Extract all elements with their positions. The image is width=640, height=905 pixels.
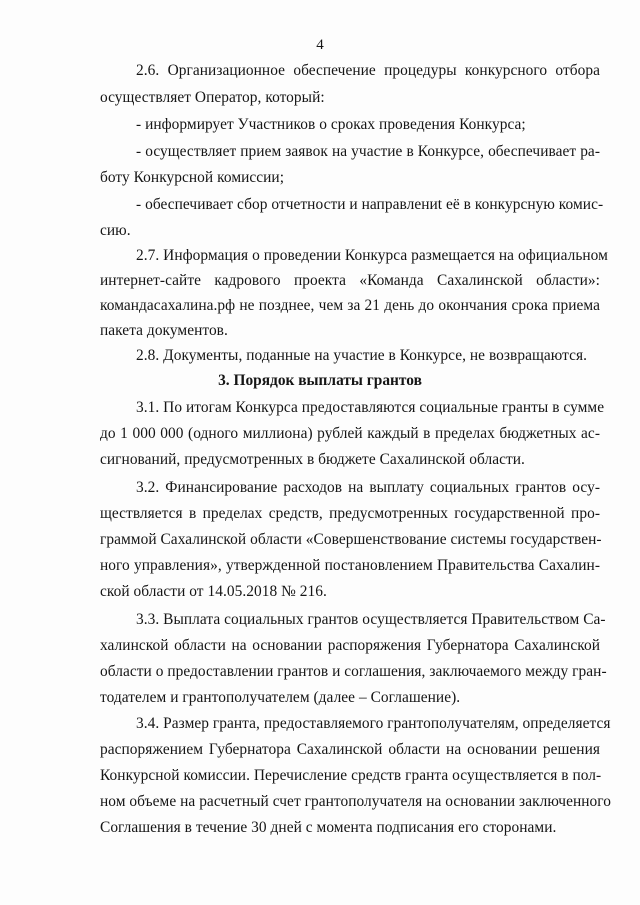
paragraph-3-1-line-1: 3.1. По итогам Конкурса предоставляются социальные гранты в сумме: [136, 399, 605, 416]
paragraph-3-2-line-4: ного управления», утвержденной постановлением Правительства Сахалин-: [100, 557, 600, 574]
list-item-inform: - информирует Участников о сроках проведения Конкурса;: [136, 116, 526, 133]
paragraph-3-4-line-1: 3.4. Размер гранта, предоставляемого грантополучателям, определяется: [136, 715, 611, 732]
paragraph-3-2-line-5: ской области от 14.05.2018 № 216.: [100, 583, 327, 600]
paragraph-3-1-line-3: сигнований, предусмотренных в бюджете Сахалинской области.: [100, 451, 525, 468]
paragraph-2-7-line-2: интернет-сайте кадрового проекта «Команда Сахалинской области»:: [100, 272, 600, 289]
section-3-heading: 3. Порядок выплаты грантов: [218, 372, 422, 389]
paragraph-2-8: 2.8. Документы, поданные на участие в Конкурсе, не возвращаются.: [136, 347, 587, 364]
list-item-collect-line-1: - обеспечивает сбор отчетности и направлениt её в конкурсную комис-: [136, 196, 604, 213]
paragraph-2-6-line-2: осуществляет Оператор, который:: [100, 89, 325, 106]
paragraph-3-3-line-3: области о предоставлении грантов и соглашения, заключаемого между гран-: [100, 663, 607, 680]
list-item-collect-line-2: сию.: [100, 222, 131, 239]
paragraph-3-3-line-2: халинской области на основании распоряжения Губернатора Сахалинской: [100, 637, 600, 654]
list-item-accept-line-1: - осуществляет прием заявок на участие в Конкурсе, обеспечивает ра-: [136, 143, 600, 160]
paragraph-3-4-line-4: ном объеме на расчетный счет грантополучателя на основании заключенного: [100, 793, 612, 810]
paragraph-3-1-line-2: до 1 000 000 (одного миллиона) рублей каждый в пределах бюджетных ас-: [100, 425, 600, 442]
paragraph-3-2-line-1: 3.2. Финансирование расходов на выплату социальных грантов осу-: [136, 479, 600, 496]
paragraph-3-4-line-2: распоряжением Губернатора Сахалинской области на основании решения: [100, 741, 600, 758]
paragraph-3-2-line-3: граммой Сахалинской области «Совершенствование системы государствен-: [100, 531, 602, 548]
paragraph-2-7-line-1: 2.7. Информация о проведении Конкурса размещается на официальном: [136, 247, 608, 264]
paragraph-3-3-line-4: тодателем и грантополучателем (далее – Соглашение).: [100, 689, 461, 706]
paragraph-2-6-line-1: 2.6. Организационное обеспечение процедуры конкурсного отбора: [136, 62, 600, 79]
paragraph-3-4-line-3: Конкурсной комиссии. Перечисление средств гранта осуществляется в пол-: [100, 767, 602, 784]
paragraph-3-2-line-2: ществляется в пределах средств, предусмотренных государственной про-: [100, 505, 600, 522]
paragraph-2-7-line-3: командасахалина.рф не позднее, чем за 21 день до окончания срока приема: [100, 297, 600, 314]
list-item-accept-line-2: боту Конкурсной комиссии;: [100, 169, 285, 186]
paragraph-2-7-line-4: пакета документов.: [100, 322, 228, 339]
paragraph-3-4-line-5: Соглашения в течение 30 дней с момента подписания его сторонами.: [100, 819, 557, 836]
page-number: 4: [316, 37, 324, 53]
paragraph-3-3-line-1: 3.3. Выплата социальных грантов осуществляется Правительством Са-: [136, 611, 606, 628]
